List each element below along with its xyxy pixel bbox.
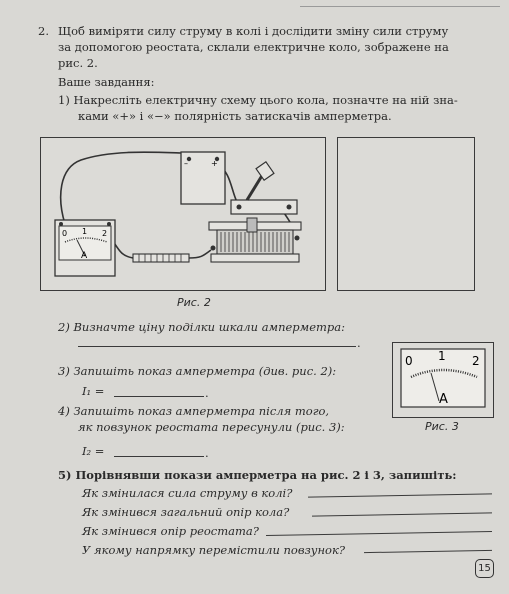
item4-answer-line[interactable] [114,456,204,457]
item2-answer-line[interactable] [78,346,356,347]
fig2-unit: A [81,251,88,261]
item5-text: 5) Порівнявши покази амперметра на рис. 2 і 3, запишіть: [58,468,457,482]
fig3-unit: A [439,392,448,407]
page-number: 15 [475,559,494,578]
fig2-scale-2: 2 [102,229,108,238]
item1-line-1: 1) Накресліть електричну схему цього кола, позначте на ній зна- [58,93,458,107]
item4-line-1: 4) Запишіть показ амперметра після того, [58,404,330,418]
item2-text: 2) Визначте ціну поділки шкали амперметра: [58,320,345,334]
fig3-scale-1: 1 [438,349,446,363]
answer-line-4[interactable] [364,550,492,553]
figure2-caption: Рис. 2 [177,296,211,309]
question-1: Як змінилася сила струму в колі? [82,486,293,500]
top-rule [300,6,500,7]
item3-end: . [205,386,209,400]
intro-line-3: рис. 2. [58,56,98,70]
intro-line-2: за допомогою реостата, склали електричне коло, зображене на [58,40,449,54]
figure2-frame [40,137,326,291]
item2-end: . [357,336,361,350]
item4-line-2: як повзунок реостата пересунули (рис. 3): [78,420,345,434]
battery-minus-label: – [184,159,188,168]
answer-line-2[interactable] [312,512,492,516]
question-4: У якому напрямку перемістили повзунок? [82,543,346,557]
task-number: 2. [38,24,49,38]
item3-text: 3) Запишіть показ амперметра (див. рис. 2): [58,364,337,378]
figure3-frame [392,342,494,418]
figure3-caption: Рис. 3 [425,420,459,433]
fig2-scale-1: 1 [82,227,88,236]
question-2: Як змінився загальний опір кола? [82,505,290,519]
item3-var: I₁ = [82,384,105,398]
fig3-scale-0: 0 [405,354,413,368]
fig3-scale-2: 2 [472,354,480,368]
answer-line-1[interactable] [308,493,492,497]
item4-end: . [205,446,209,460]
item1-line-2: ками «+» і «−» полярність затискачів амперметра. [78,109,392,123]
question-3: Як змінився опір реостата? [82,524,259,538]
fig2-scale-0: 0 [62,229,68,238]
circuit-illustration [41,138,325,290]
task-heading: Ваше завдання: [58,75,155,89]
figure3-ammeter [393,343,493,417]
item3-answer-line[interactable] [114,396,204,397]
item4-var: I₂ = [82,444,105,458]
drawing-answer-frame[interactable] [337,137,475,291]
battery-plus-label: + [211,159,218,168]
intro-line-1: Щоб виміряти силу струму в колі і дослідити зміну сили струму [58,24,449,38]
answer-line-3[interactable] [266,531,492,536]
